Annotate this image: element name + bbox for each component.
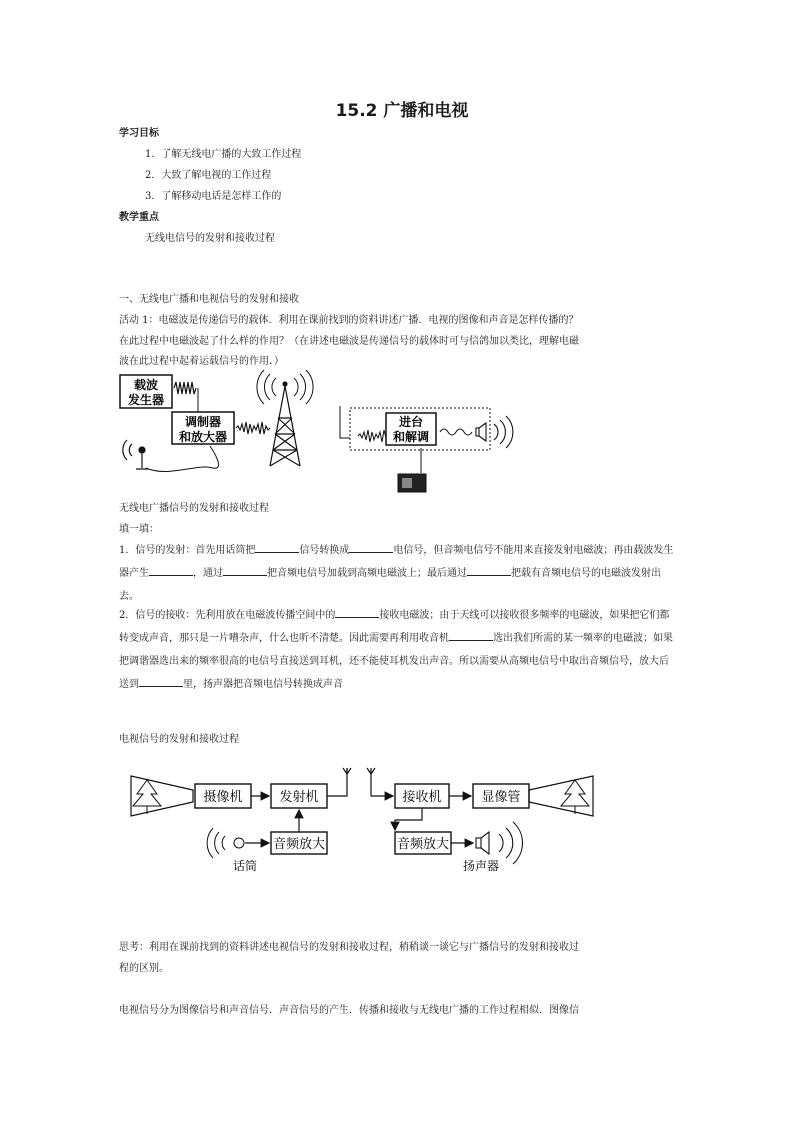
- picture-tube-label: 显像管: [481, 790, 521, 805]
- blank-8[interactable]: [139, 676, 183, 687]
- rx-antenna-icon: [367, 768, 393, 796]
- modulated-wave: [236, 422, 270, 434]
- fill-paragraph-2: 2．信号的接收：先利用放在电磁波传播空间中的 接收电磁波；由于天线可以接收很多频率的电磁波，如果把它们都转变成声音，那只是一片嘈杂声，什么也听不清楚。因此需要再利用收音机 选出我们所需的某一频率的电磁波；如果把调谐器选出来的频率很高的电信号直接送到耳机，还不能使耳机发出声音。所以需要从高频电信号中取出音频信号，放大后送到 里，扬声器把音频电信号转换成声音: [119, 604, 674, 696]
- carrier-generator-label-2: 发生器: [127, 393, 165, 407]
- blank-5[interactable]: [467, 565, 511, 576]
- blank-1[interactable]: [255, 542, 299, 553]
- carrier-generator-label-1: 载波: [133, 378, 159, 392]
- blank-6[interactable]: [335, 607, 379, 618]
- modulator-label-1: 调制器: [184, 415, 222, 429]
- carrier-wave: [174, 382, 196, 394]
- tree-icon-right: [561, 780, 589, 814]
- focus-text: 无线电信号的发射和接收过程: [145, 233, 275, 244]
- think-line-1: 思考：利用在课前找到的资料讲述电视信号的发射和接收过程，稍稍谈一谈它与广播信号的发射和接收过: [119, 942, 579, 953]
- tuner-label-1: 进台: [398, 415, 424, 429]
- tv-diagram-caption: 电视信号的发射和接收过程: [119, 734, 239, 745]
- speaker-icon-tv: [476, 822, 522, 864]
- blank-3[interactable]: [149, 565, 193, 576]
- fill-heading: 填一填：: [119, 524, 159, 535]
- radio-diagram-caption: 无线电广播信号的发射和接收过程: [119, 503, 269, 514]
- blank-7[interactable]: [449, 630, 493, 641]
- microphone-icon-tv: [207, 828, 244, 858]
- modulator-label-2: 和放大器: [178, 430, 228, 444]
- receiver-label: 接收机: [402, 790, 442, 805]
- microphone-icon: [123, 440, 148, 469]
- blank-2[interactable]: [349, 542, 393, 553]
- activity-line-2: 在此过程中电磁波起了什么样的作用？（在讲述电磁波是传递信号的载体时可与信鸽加以类比，理解电磁: [119, 336, 579, 347]
- page-title: 15.2 广播和电视: [335, 101, 469, 121]
- tv-signal-paragraph: 电视信号分为图像信号和声音信号．声音信号的产生．传播和接收与无线电广播的工作过程相似．图像信: [119, 1005, 579, 1016]
- tv-broadcast-diagram: [125, 762, 605, 878]
- microphone-cable: [146, 446, 219, 472]
- radio-set-icon: [398, 448, 426, 492]
- activity-line-3: 波在此过程中起着运载信号的作用．）: [119, 356, 284, 367]
- audio-amp-tx-label: 音频放大: [272, 837, 326, 852]
- speaker-label: 扬声器: [462, 859, 500, 873]
- fill-paragraph-1: 1．信号的发射：首先用话筒把 信号转换成 电信号，但音频电信号不能用来直接发射电磁波；再由载波发生器产生 ，通过 把音频电信号加载到高频电磁波上；最后通过 把载有音频电信号的电磁波发射出去。: [119, 539, 674, 608]
- think-line-2: 程的区别。: [119, 963, 169, 974]
- objective-item-3: 3．了解移动电话是怎样工作的: [145, 191, 282, 202]
- camera-label: 摄像机: [203, 790, 243, 805]
- display-view-cone-right: [529, 776, 593, 816]
- transmitter-label: 发射机: [279, 790, 319, 805]
- tx-antenna-icon: [343, 768, 351, 774]
- blank-4[interactable]: [223, 565, 267, 576]
- objective-item-2: 2．大致了解电视的工作过程: [145, 170, 272, 181]
- activity-line-1: 活动 1：电磁波是传递信号的载体．利用在课前找到的资料讲述广播．电视的图像和声音是怎样传播的？: [119, 315, 579, 326]
- tuner-label-2: 和解调: [392, 430, 430, 444]
- section1-heading: 一、无线电广播和电视信号的发射和接收: [119, 294, 299, 305]
- objectives-heading: 学习目标: [119, 128, 159, 139]
- microphone-label: 话筒: [232, 859, 258, 873]
- radio-broadcast-diagram: [118, 368, 528, 498]
- camera-view-cone-left: [131, 776, 193, 816]
- objective-item-1: 1．了解无线电广播的大致工作过程: [145, 149, 302, 160]
- focus-heading: 教学重点: [119, 212, 159, 223]
- audio-amp-rx-label: 音频放大: [396, 837, 450, 852]
- tree-icon-left: [133, 780, 161, 814]
